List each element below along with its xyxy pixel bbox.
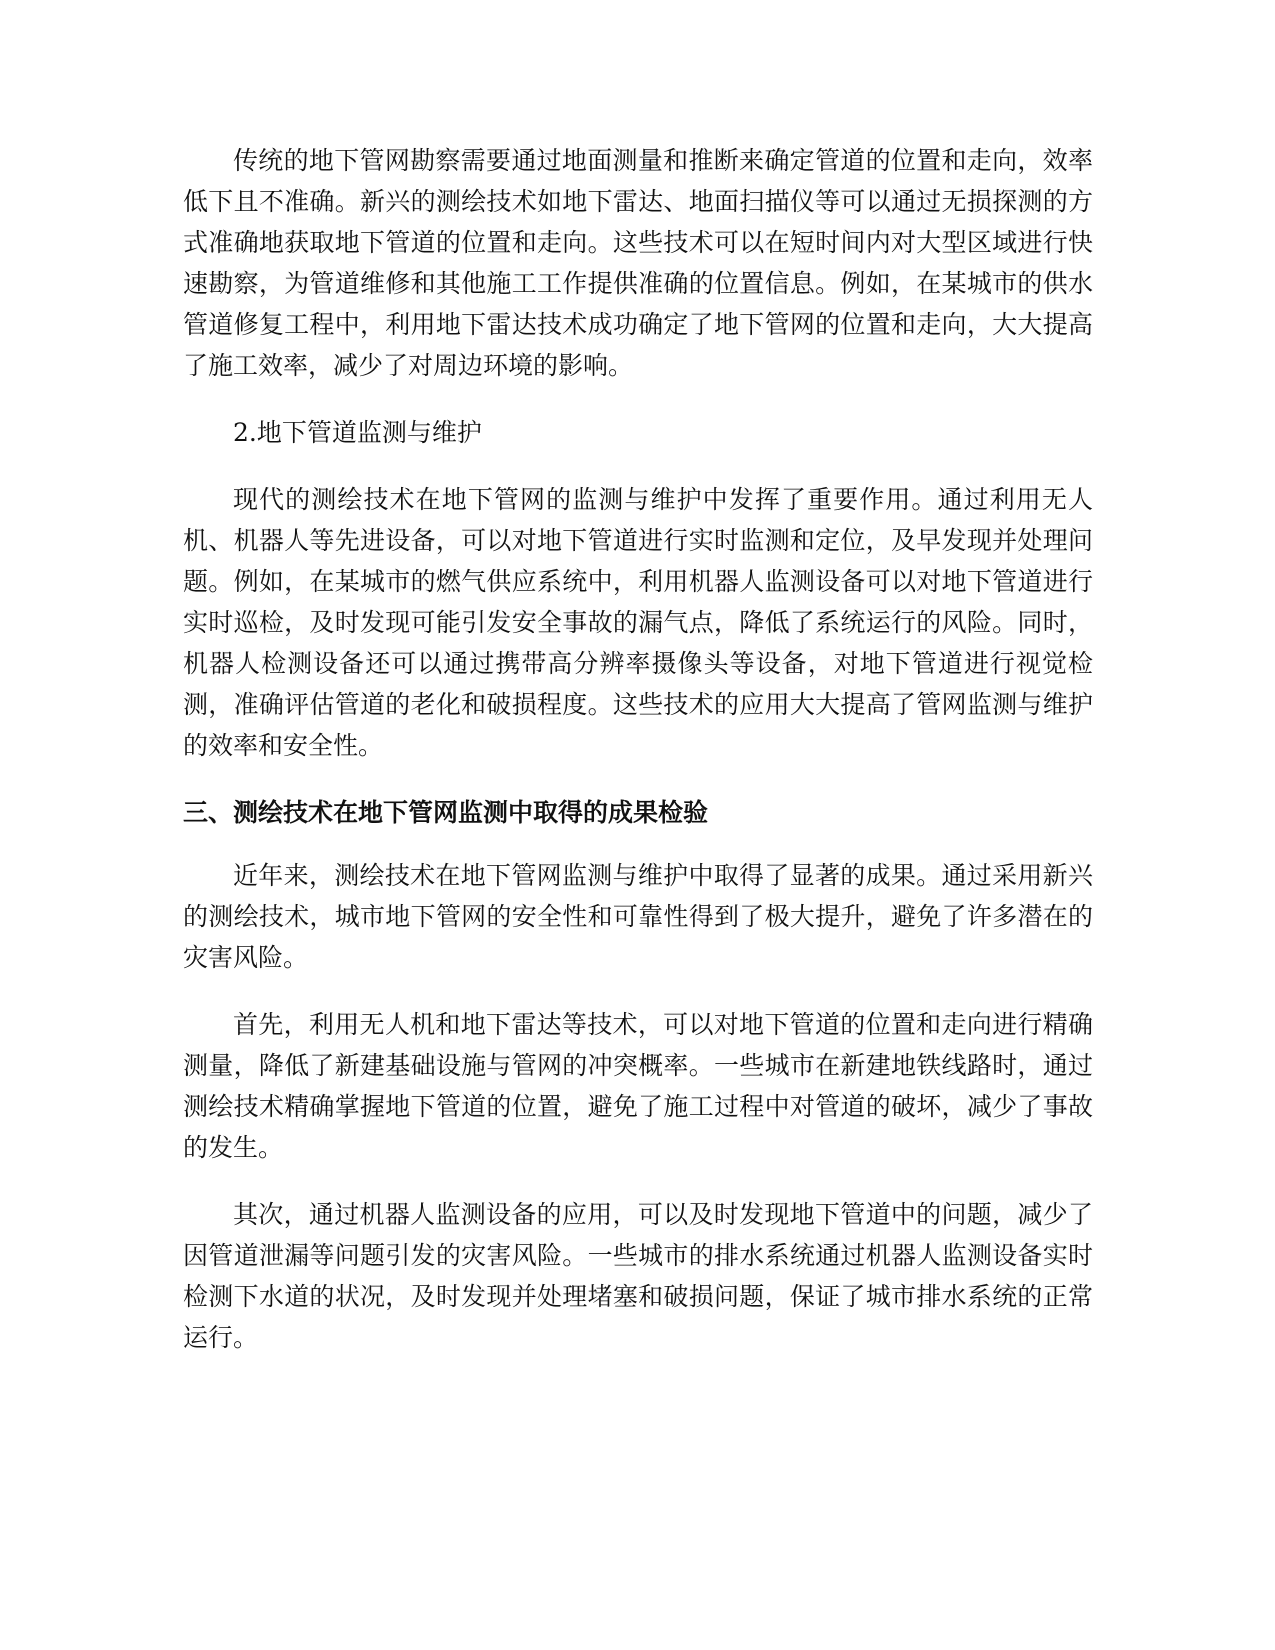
paragraph-results: 近年来，测绘技术在地下管网监测与维护中取得了显著的成果。通过采用新兴的测绘技术，城市地下管网的安全性和可靠性得到了极大提升，避免了许多潜在的灾害风险。 [183, 861, 1093, 972]
subheading-monitoring: 2.地下管道监测与维护 [233, 418, 482, 447]
paragraph-second: 其次，通过机器人监测设备的应用，可以及时发现地下管道中的问题，减少了因管道泄漏等问题引发的灾害风险。一些城市的排水系统通过机器人监测设备实时检测下水道的状况，及时发现并处理堵塞和破损问题，保证了城市排水系统的正常运行。 [183, 1200, 1093, 1352]
section-title: 三、测绘技术在地下管网监测中取得的成果检验 [183, 798, 709, 827]
document-body [183, 140, 1093, 1384]
paragraph-survey: 传统的地下管网勘察需要通过地面测量和推断来确定管道的位置和走向，效率低下且不准确。新兴的测绘技术如地下雷达、地面扫描仪等可以通过无损探测的方式准确地获取地下管道的位置和走向。这些技术可以在短时间内对大型区域进行快速勘察，为管道维修和其他施工工作提供准确的位置信息。例如，在某城市的供水管道修复工程中，利用地下雷达技术成功确定了地下管网的位置和走向，大大提高了施工效率，减少了对周边环境的影响。 [183, 146, 1093, 380]
paragraph-monitoring: 现代的测绘技术在地下管网的监测与维护中发挥了重要作用。通过利用无人机、机器人等先进设备，可以对地下管道进行实时监测和定位，及早发现并处理问题。例如，在某城市的燃气供应系统中，利用机器人监测设备可以对地下管道进行实时巡检，及时发现可能引发安全事故的漏气点，降低了系统运行的风险。同时，机器人检测设备还可以通过携带高分辨率摄像头等设备，对地下管道进行视觉检测，准确评估管道的老化和破损程度。这些技术的应用大大提高了管网监测与维护的效率和安全性。 [183, 485, 1093, 760]
paragraph-first: 首先，利用无人机和地下雷达等技术，可以对地下管道的位置和走向进行精确测量，降低了新建基础设施与管网的冲突概率。一些城市在新建地铁线路时，通过测绘技术精确掌握地下管道的位置，避免了施工过程中对管道的破坏，减少了事故的发生。 [183, 1010, 1093, 1162]
